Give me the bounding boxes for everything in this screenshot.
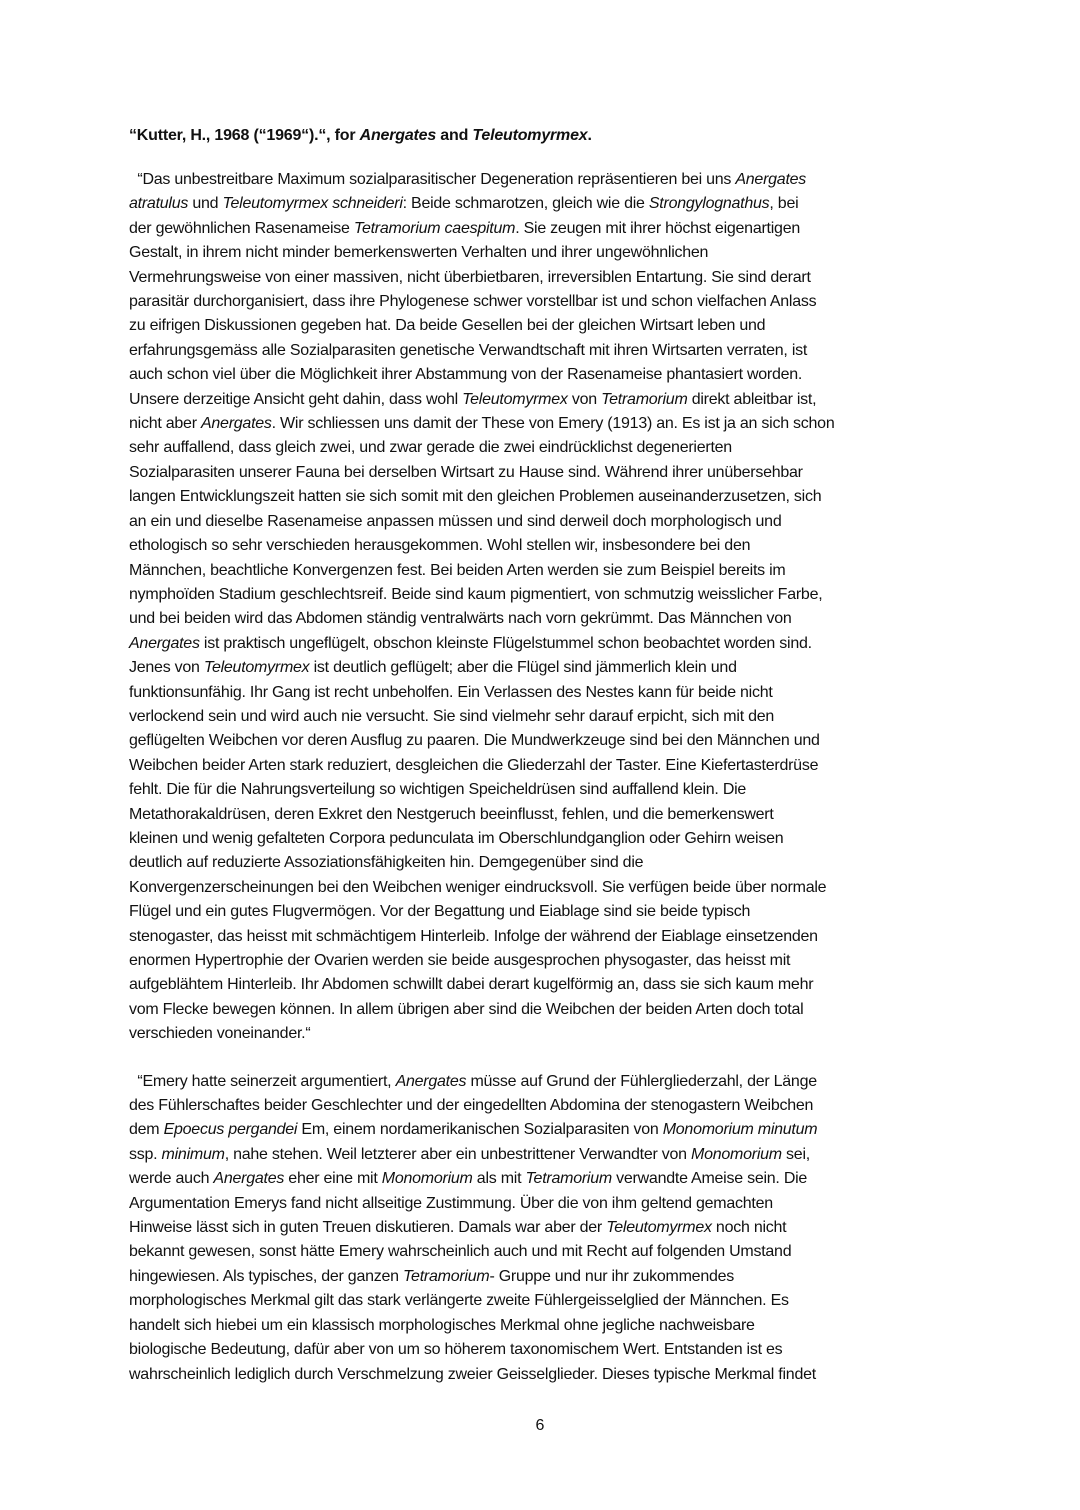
text-line — [129, 656, 959, 680]
text-run: der gewöhnlichen Rasenameise — [129, 219, 354, 237]
text-line — [129, 559, 959, 583]
text-line — [129, 436, 959, 460]
italic-text: Tetramorium — [402, 1267, 490, 1285]
text-line — [129, 241, 959, 265]
text-run: werde auch — [129, 1170, 214, 1188]
text-run: Konvergenzerscheinungen bei den Weibchen weniger eindrucksvoll. Sie verfügen beide über normale — [129, 878, 827, 896]
text-run: verwandte Ameise sein. Die — [611, 1170, 808, 1188]
italic-text: Monomorium — [690, 1145, 782, 1163]
text-line — [129, 1265, 959, 1289]
text-run: verlockend sein und wird auch nie versucht. Sie sind vielmehr sehr darauf erpicht, sich mit den — [129, 707, 775, 725]
text-run: und bei beiden wird das Abdomen ständig ventralwärts nach vorn gekrümmt. Das Männchen von — [129, 610, 792, 628]
text-run: : Beide schmarotzen, gleich wie die — [402, 195, 649, 213]
text-line — [129, 754, 959, 778]
text-run: funktionsunfähig. Ihr Gang ist recht unbeholfen. Ein Verlassen des Nestes kann für beide nicht — [129, 683, 773, 701]
text-run: Unsere derzeitige Ansicht geht dahin, dass wohl — [129, 390, 463, 408]
text-line — [129, 266, 959, 290]
text-run: . Wir schliessen uns damit der These von Emery (1913) an. Es ist ja an sich schon — [271, 415, 835, 433]
text-line — [129, 1314, 959, 1338]
text-run: nicht aber — [129, 415, 201, 433]
text-run: and — [436, 127, 473, 144]
text-line — [129, 973, 959, 997]
paragraph — [129, 168, 959, 1047]
text-run: Argumentation Emerys fand nicht allseitige Zustimmung. Über die von ihm geltend gemachten — [129, 1194, 773, 1212]
italic-text: Tetramorium caespitum — [353, 219, 516, 237]
text-line — [129, 705, 959, 729]
text-run: . — [587, 127, 592, 144]
text-run: verschieden voneinander.“ — [129, 1025, 311, 1043]
text-line — [129, 925, 959, 949]
text-line — [129, 803, 959, 827]
text-line — [129, 510, 959, 534]
text-run: an ein und dieselbe Rasenameise anpassen müssen und sind derweil doch morphologisch und — [129, 512, 782, 530]
text-line — [129, 339, 959, 363]
text-line — [129, 607, 959, 631]
text-line — [129, 217, 959, 241]
italic-text: Anergates — [735, 171, 807, 188]
italic-text: Teleutomyrmex schneideri — [222, 195, 403, 213]
italic-text: Epoecus pergandei — [163, 1121, 298, 1139]
text-line — [129, 1363, 959, 1387]
text-line — [129, 314, 959, 338]
text-run: geflügelten Weibchen vor deren Ausflug zu paaren. Die Mundwerkzeuge sind bei den Männchen und — [129, 732, 820, 750]
text-line — [129, 1022, 959, 1046]
italic-text: Anergates — [213, 1170, 285, 1188]
text-line — [129, 388, 959, 412]
text-run: stenogaster, das heisst mit schmächtigem Hinterleib. Infolge der während der Eiablage einsetzenden — [129, 927, 818, 945]
italic-text: Anergates — [359, 127, 437, 144]
text-line — [129, 998, 959, 1022]
italic-text: Monomorium minutum — [662, 1121, 818, 1139]
italic-text: Anergates — [200, 415, 272, 433]
text-line — [129, 632, 959, 656]
text-run: ist deutlich geflügelt; aber die Flügel sind jämmerlich klein und — [309, 659, 737, 677]
text-run: ethologisch so sehr verschieden herausgekommen. Wohl stellen wir, insbesondere bei den — [129, 537, 751, 555]
text-line — [129, 949, 959, 973]
text-run: enormen Hypertrophie der Ovarien werden sie beide ausgesprochen physogaster, das heisst mit — [129, 952, 791, 969]
text-run: langen Entwicklungszeit hatten sie sich somit mit den gleichen Problemen auseinanderzusetzen, sich — [129, 488, 822, 506]
text-run: parasitär durchorganisiert, dass ihre Phylogenese schwer vorstellbar ist und schon vielfachen Anlass — [129, 293, 817, 311]
text-run: Sozialparasiten unserer Fauna bei derselben Wirtsart zu Hause sind. Während ihrer unübersehbar — [129, 463, 803, 481]
italic-text: atratulus — [129, 195, 189, 213]
text-run: wahrscheinlich lediglich durch Verschmelzung zweier Geisselglieder. Dieses typische Merkmal findet — [129, 1365, 816, 1383]
text-run: deutlich auf reduzierte Assoziationsfähigkeiten hin. Demgegenüber sind die — [129, 854, 644, 872]
text-line — [129, 363, 959, 387]
section-heading — [129, 126, 959, 146]
text-line — [129, 1143, 959, 1167]
text-run: ssp. — [129, 1145, 162, 1163]
text-line — [129, 1240, 959, 1264]
text-line — [129, 168, 959, 192]
text-line — [129, 681, 959, 705]
text-line — [129, 876, 959, 900]
text-run: nymphoïden Stadium geschlechtsreif. Beide sind kaum pigmentiert, von schmutzig weisslicher Farbe, — [129, 585, 823, 603]
text-run: von — [567, 390, 602, 408]
document-page — [129, 126, 959, 1387]
text-run: Weibchen beider Arten stark reduziert, desgleichen die Gliederzahl der Taster. Eine Kiefertasterdrüse — [129, 756, 819, 774]
text-line — [129, 1094, 959, 1118]
text-run: . Sie zeugen mit ihrer höchst eigenartigen — [515, 219, 800, 237]
text-run: fehlt. Die für die Nahrungsverteilung so wichtigen Speicheldrüsen sind auffallend klein. Die — [129, 781, 747, 799]
text-run: , bei — [769, 195, 799, 213]
text-run: Hinweise lässt sich in guten Treuen diskutieren. Damals war aber der — [129, 1219, 607, 1237]
text-run: auch schon viel über die Möglichkeit ihrer Abstammung von der Rasenameise phantasiert worden. — [129, 366, 803, 384]
text-line — [129, 534, 959, 558]
text-line — [129, 1216, 959, 1240]
text-run: und — [188, 195, 223, 213]
text-run: , nahe stehen. Weil letzterer aber ein unbestrittener Verwandter von — [224, 1145, 691, 1163]
text-line — [129, 1167, 959, 1191]
text-run: “Das unbestreitbare Maximum sozialparasitischer Degeneration repräsentieren bei uns — [129, 171, 736, 188]
text-run: kleinen und wenig gefalteten Corpora pedunculata im Oberschlundganglion oder Gehirn weisen — [129, 829, 784, 847]
italic-text: Teleutomyrmex — [203, 659, 310, 677]
text-line — [129, 461, 959, 485]
text-run: sehr auffallend, dass gleich zwei, und zwar gerade die zwei eindrücklichst degenerierten — [129, 439, 732, 457]
text-run: eher eine mit — [284, 1170, 382, 1188]
text-line — [129, 583, 959, 607]
text-run: vom Flecke bewegen können. In allem übrigen aber sind die Weibchen der beiden Arten doch total — [129, 1000, 804, 1018]
italic-text: Teleutomyrmex — [606, 1219, 712, 1237]
text-run: Flügel und ein gutes Flugvermögen. Vor der Begattung und Eiablage sind sie beide typisch — [129, 903, 751, 921]
text-line — [129, 485, 959, 509]
text-run: müsse auf Grund der Fühlergliederzahl, der Länge — [466, 1072, 817, 1090]
text-line — [129, 412, 959, 436]
text-run: zu eifrigen Diskussionen gegeben hat. Da beide Gesellen bei der gleichen Wirtsart leben und — [129, 317, 766, 335]
text-run: handelt sich hiebei um ein klassisch morphologisches Merkmal ohne jegliche nachweisbare — [129, 1316, 755, 1334]
document-body — [129, 168, 959, 1387]
text-run: dem — [129, 1121, 164, 1139]
text-line — [129, 192, 959, 216]
text-run: direkt ableitbar ist, — [687, 390, 817, 408]
italic-text: Anergates — [395, 1072, 467, 1090]
text-run: noch nicht — [711, 1219, 787, 1237]
text-run: biologische Bedeutung, dafür aber von um so höherem taxonomischem Wert. Entstanden ist es — [129, 1341, 783, 1359]
text-run: “Emery hatte seinerzeit argumentiert, — [129, 1072, 396, 1090]
page-number: 6 — [535, 1417, 545, 1434]
text-run: ist praktisch ungeflügelt, obschon kleinste Flügelstummel schon beobachtet worden sind. — [199, 634, 812, 652]
text-run: Em, einem nordamerikanischen Sozialparasiten von — [297, 1121, 663, 1139]
text-line — [129, 290, 959, 314]
text-run: des Fühlerschaftes beider Geschlechter und der eingedellten Abdomina der stenogastern Weibchen — [129, 1097, 814, 1115]
text-line — [129, 1289, 959, 1313]
text-run: Männchen, beachtliche Konvergenzen fest. Bei beiden Arten werden sie zum Beispiel bereits im — [129, 561, 786, 579]
text-line — [129, 1192, 959, 1216]
text-run: aufgeblähtem Hinterleib. Ihr Abdomen schwillt dabei derart kugelförmig an, dass sie sich kaum mehr — [129, 976, 814, 994]
text-run: Vermehrungsweise von einer massiven, nicht überbietbaren, irreversiblen Entartung. Sie sind derart — [129, 268, 811, 286]
text-line — [129, 729, 959, 753]
text-line — [129, 1338, 959, 1362]
text-run: hingewiesen. Als typisches, der ganzen — [129, 1267, 403, 1285]
text-line — [129, 827, 959, 851]
italic-text: Tetramorium — [525, 1170, 612, 1188]
italic-text: Strongylognathus — [648, 195, 770, 213]
text-run: erfahrungsgemäss alle Sozialparasiten genetische Verwandtschaft mit ihren Wirtsarten verraten, ist — [129, 341, 808, 359]
text-line — [129, 1118, 959, 1142]
italic-text: Monomorium — [381, 1170, 473, 1188]
text-run: - Gruppe und nur ihr zukommendes — [489, 1267, 735, 1285]
text-line — [129, 778, 959, 802]
text-run: Jenes von — [129, 659, 204, 677]
text-run: “Kutter, H., 1968 (“1969“).“, for — [129, 127, 360, 144]
paragraph — [129, 1070, 959, 1387]
text-run: Gestalt, in ihrem nicht minder bemerkenswerten Verhalten und ihrer ungewöhnlichen — [129, 244, 709, 262]
text-run: als mit — [472, 1170, 526, 1188]
italic-text: Anergates — [129, 634, 200, 652]
text-run: Metathorakaldrüsen, deren Exkret den Nestgeruch beeinflusst, fehlen, und die bemerkenswert — [129, 805, 774, 823]
italic-text: Tetramorium — [601, 390, 688, 408]
text-run: morphologisches Merkmal gilt das stark verlängerte zweite Fühlergeisselglied der Männchen. Es — [129, 1292, 789, 1310]
italic-text: minimum — [161, 1145, 225, 1163]
text-line — [129, 900, 959, 924]
italic-text: Teleutomyrmex — [472, 127, 588, 144]
text-run: sei, — [781, 1145, 810, 1163]
text-line — [129, 1070, 959, 1094]
text-line — [129, 851, 959, 875]
italic-text: Teleutomyrmex — [462, 390, 568, 408]
text-run: bekannt gewesen, sonst hätte Emery wahrscheinlich auch und mit Recht auf folgenden Umstand — [129, 1243, 792, 1261]
